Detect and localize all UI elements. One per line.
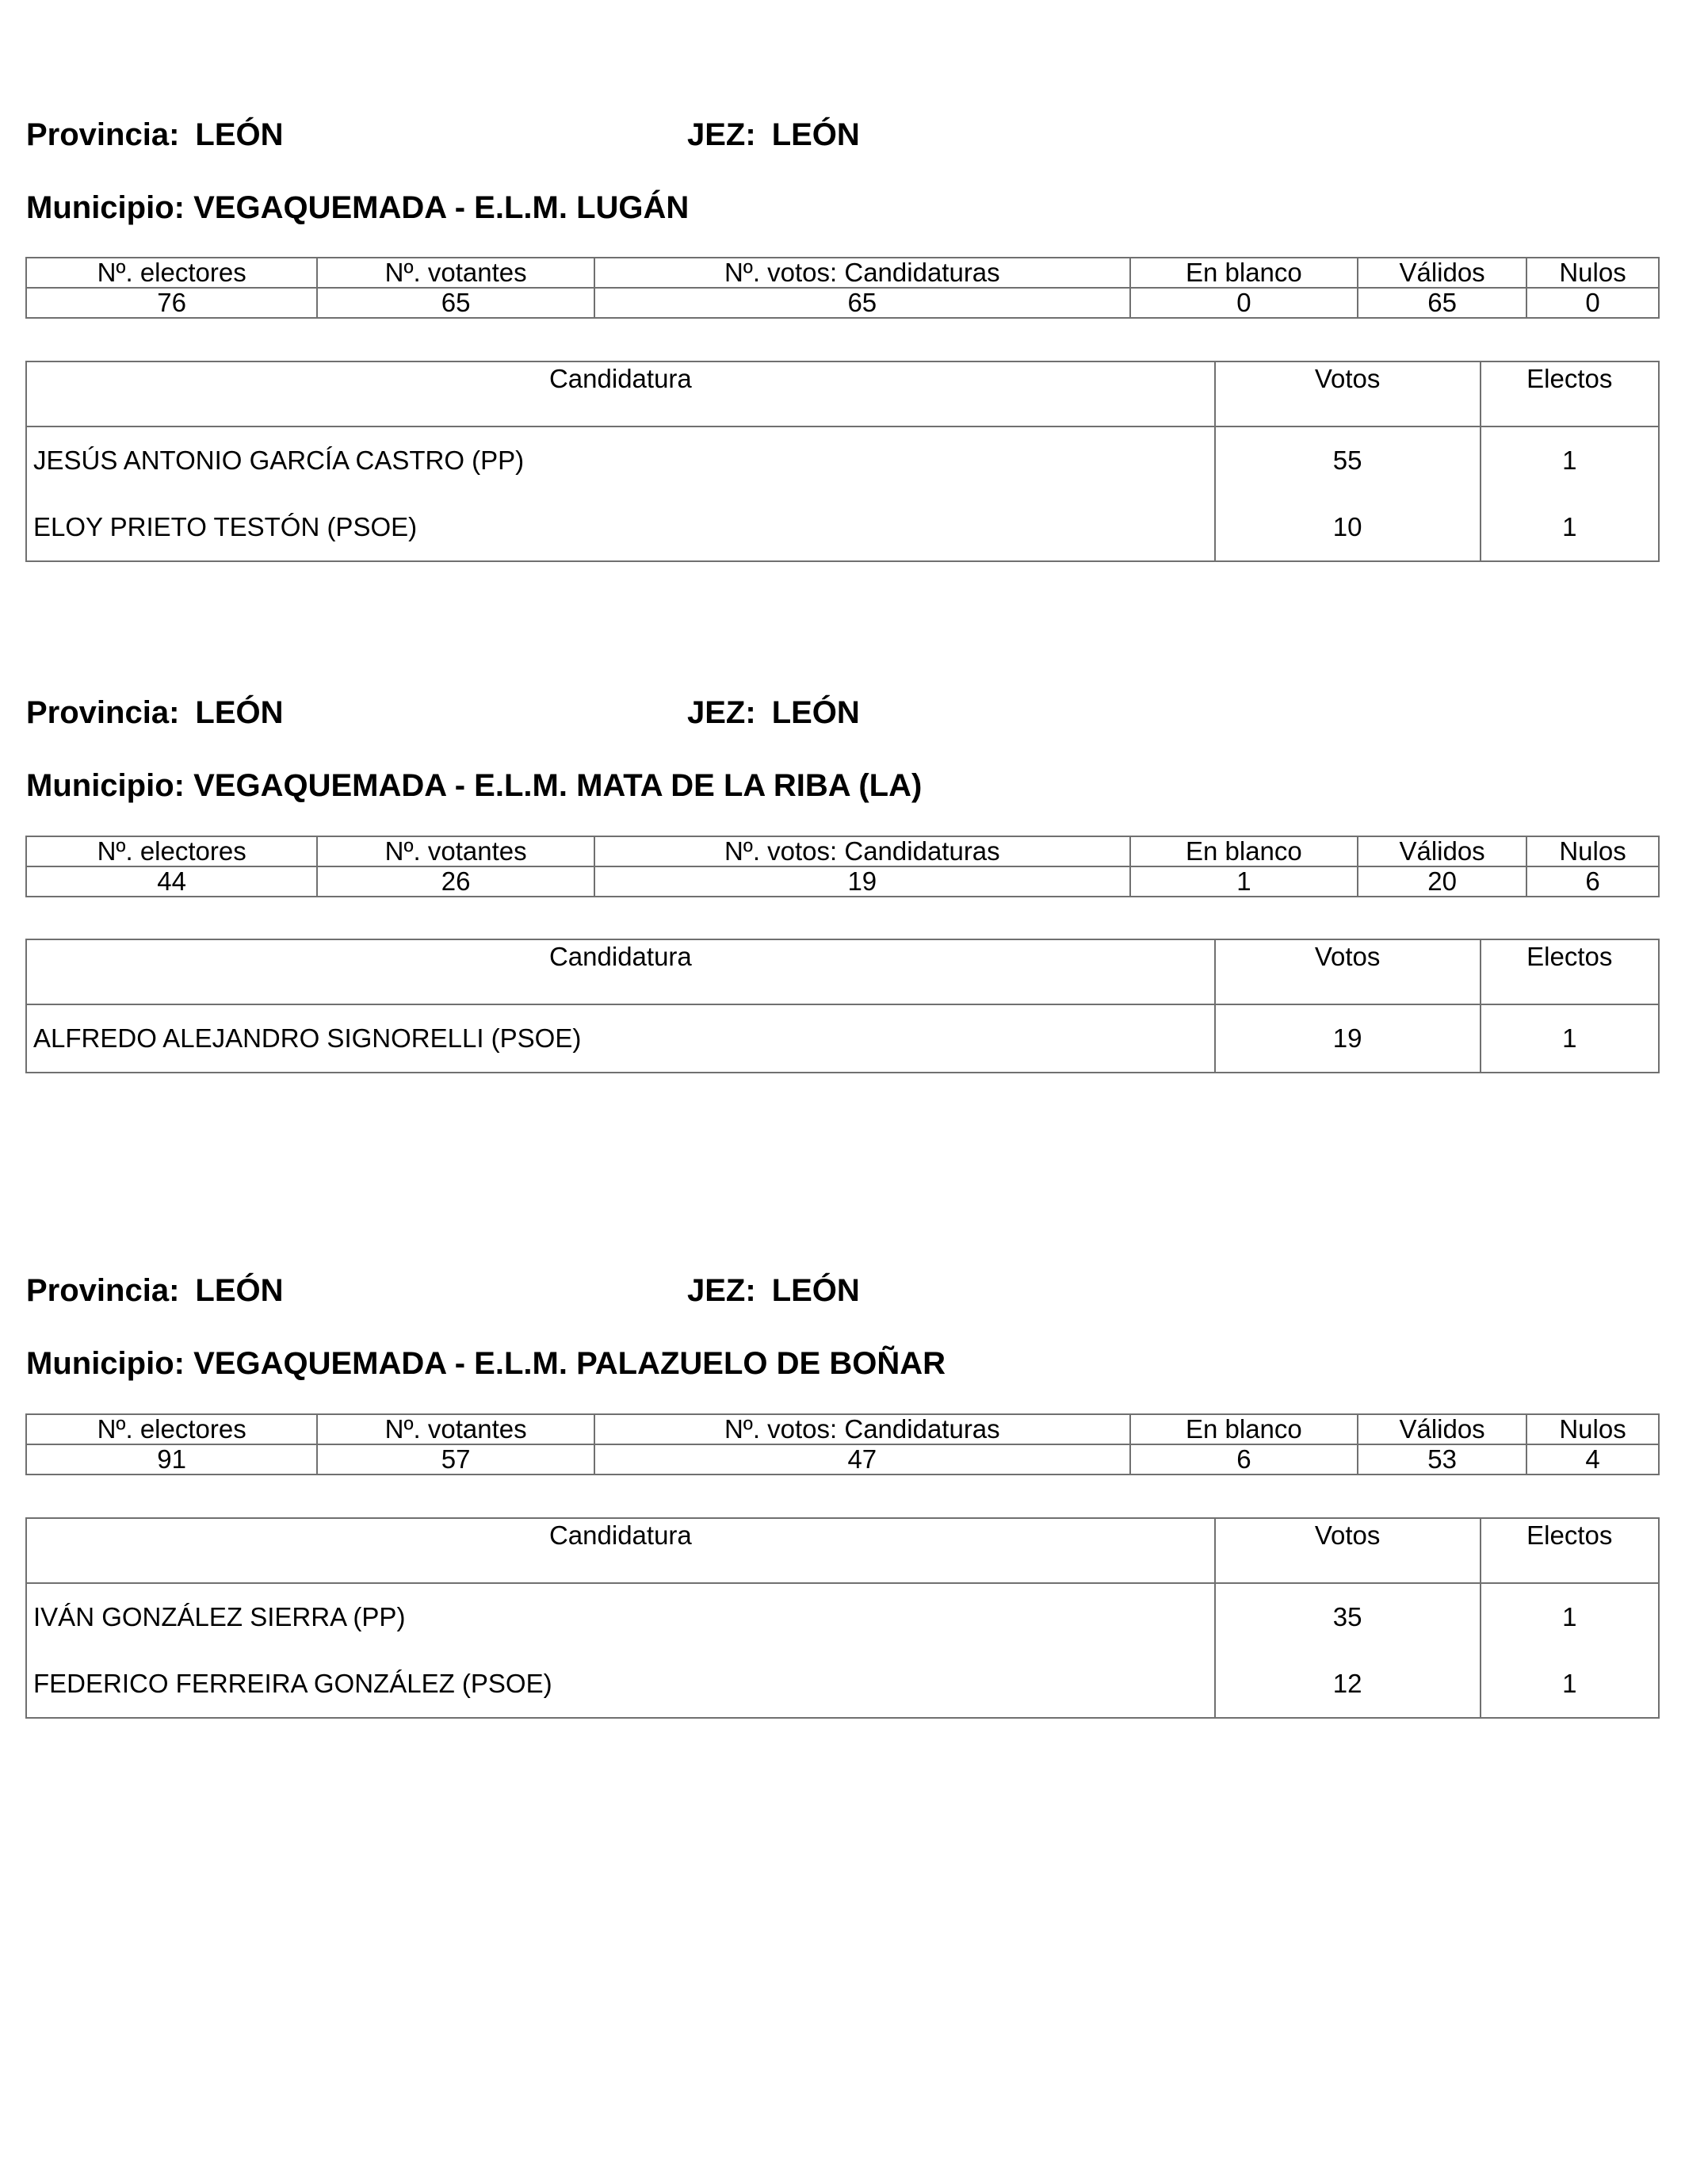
jez-value: LEÓN — [771, 117, 860, 152]
jez-line — [687, 1272, 860, 1310]
jez-value: LEÓN — [771, 1273, 860, 1308]
stats-validos: 53 — [1358, 1444, 1526, 1474]
jez-line — [687, 694, 860, 732]
provincia-line — [26, 694, 284, 732]
header-votos: Votos — [1215, 939, 1481, 1004]
stats-votos-candidaturas: 65 — [594, 288, 1130, 318]
stats-header-en-blanco: En blanco — [1130, 836, 1358, 866]
stats-header-votantes: Nº. votantes — [317, 258, 594, 288]
stats-header-nulos: Nulos — [1526, 836, 1659, 866]
stats-header-votos-candidaturas: Nº. votos: Candidaturas — [594, 258, 1130, 288]
stats-value-row — [26, 866, 1659, 897]
stats-header-row — [26, 1414, 1659, 1444]
candidate-name: JESÚS ANTONIO GARCÍA CASTRO (PP) — [26, 426, 1215, 494]
header-candidatura: Candidatura — [26, 1518, 1215, 1583]
municipio-line — [26, 767, 922, 805]
stats-nulos: 0 — [1526, 288, 1659, 318]
stats-header-nulos: Nulos — [1526, 258, 1659, 288]
stats-header-row — [26, 836, 1659, 866]
candidate-name: IVÁN GONZÁLEZ SIERRA (PP) — [26, 1583, 1215, 1650]
header-votos: Votos — [1215, 1518, 1481, 1583]
stats-header-row — [26, 258, 1659, 288]
provincia-label: Provincia: — [26, 695, 180, 730]
stats-validos: 20 — [1358, 866, 1526, 897]
candidates-table — [25, 361, 1660, 562]
stats-header-votantes: Nº. votantes — [317, 836, 594, 866]
candidate-votos: 12 — [1215, 1650, 1481, 1718]
jez-label: JEZ: — [687, 1273, 756, 1308]
stats-header-validos: Válidos — [1358, 836, 1526, 866]
stats-header-validos: Válidos — [1358, 258, 1526, 288]
stats-votantes: 57 — [317, 1444, 594, 1474]
stats-table — [25, 836, 1660, 897]
header-candidatura: Candidatura — [26, 361, 1215, 426]
provincia-value: LEÓN — [195, 1273, 284, 1308]
stats-electores: 76 — [26, 288, 317, 318]
provincia-line — [26, 1272, 284, 1310]
stats-en-blanco: 0 — [1130, 288, 1358, 318]
header-electos: Electos — [1481, 361, 1659, 426]
provincia-label: Provincia: — [26, 1273, 180, 1308]
stats-header-electores: Nº. electores — [26, 258, 317, 288]
header-electos: Electos — [1481, 1518, 1659, 1583]
stats-en-blanco: 6 — [1130, 1444, 1358, 1474]
stats-votantes: 26 — [317, 866, 594, 897]
stats-votos-candidaturas: 47 — [594, 1444, 1130, 1474]
stats-electores: 44 — [26, 866, 317, 897]
municipio-label: Municipio: — [26, 190, 185, 225]
stats-header-votantes: Nº. votantes — [317, 1414, 594, 1444]
jez-label: JEZ: — [687, 117, 756, 152]
candidates-header-row — [26, 361, 1659, 426]
provincia-line — [26, 116, 284, 154]
header-votos: Votos — [1215, 361, 1481, 426]
candidates-table — [25, 1517, 1660, 1719]
candidates-header-row — [26, 1518, 1659, 1583]
stats-header-electores: Nº. electores — [26, 836, 317, 866]
stats-table — [25, 257, 1660, 319]
stats-header-en-blanco: En blanco — [1130, 258, 1358, 288]
jez-line — [687, 116, 860, 154]
provincia-label: Provincia: — [26, 117, 180, 152]
stats-value-row — [26, 288, 1659, 318]
candidate-name: FEDERICO FERREIRA GONZÁLEZ (PSOE) — [26, 1650, 1215, 1718]
jez-label: JEZ: — [687, 695, 756, 730]
table-row — [26, 1004, 1659, 1073]
stats-table — [25, 1413, 1660, 1475]
candidates-header-row — [26, 939, 1659, 1004]
stats-header-validos: Válidos — [1358, 1414, 1526, 1444]
candidate-votos: 10 — [1215, 494, 1481, 561]
stats-header-electores: Nº. electores — [26, 1414, 317, 1444]
stats-votos-candidaturas: 19 — [594, 866, 1130, 897]
candidate-votos: 55 — [1215, 426, 1481, 494]
candidate-electos: 1 — [1481, 1583, 1659, 1650]
candidate-electos: 1 — [1481, 494, 1659, 561]
candidate-votos: 35 — [1215, 1583, 1481, 1650]
stats-validos: 65 — [1358, 288, 1526, 318]
table-row — [26, 1650, 1659, 1718]
table-row — [26, 1583, 1659, 1650]
jez-value: LEÓN — [771, 695, 860, 730]
candidate-electos: 1 — [1481, 1650, 1659, 1718]
stats-header-votos-candidaturas: Nº. votos: Candidaturas — [594, 836, 1130, 866]
candidates-table — [25, 939, 1660, 1073]
candidate-votos: 19 — [1215, 1004, 1481, 1073]
header-candidatura: Candidatura — [26, 939, 1215, 1004]
municipio-line — [26, 1344, 946, 1383]
candidate-name: ELOY PRIETO TESTÓN (PSOE) — [26, 494, 1215, 561]
stats-nulos: 4 — [1526, 1444, 1659, 1474]
municipio-label: Municipio: — [26, 768, 185, 803]
stats-header-en-blanco: En blanco — [1130, 1414, 1358, 1444]
provincia-value: LEÓN — [195, 117, 284, 152]
provincia-value: LEÓN — [195, 695, 284, 730]
municipio-value: VEGAQUEMADA - E.L.M. PALAZUELO DE BOÑAR — [193, 1346, 946, 1381]
stats-nulos: 6 — [1526, 866, 1659, 897]
candidate-electos: 1 — [1481, 1004, 1659, 1073]
stats-value-row — [26, 1444, 1659, 1474]
stats-electores: 91 — [26, 1444, 317, 1474]
table-row — [26, 494, 1659, 561]
candidate-name: ALFREDO ALEJANDRO SIGNORELLI (PSOE) — [26, 1004, 1215, 1073]
stats-header-nulos: Nulos — [1526, 1414, 1659, 1444]
stats-header-votos-candidaturas: Nº. votos: Candidaturas — [594, 1414, 1130, 1444]
municipio-line — [26, 189, 689, 227]
municipio-value: VEGAQUEMADA - E.L.M. LUGÁN — [193, 190, 690, 225]
candidate-electos: 1 — [1481, 426, 1659, 494]
table-row — [26, 426, 1659, 494]
municipio-label: Municipio: — [26, 1346, 185, 1381]
header-electos: Electos — [1481, 939, 1659, 1004]
stats-en-blanco: 1 — [1130, 866, 1358, 897]
municipio-value: VEGAQUEMADA - E.L.M. MATA DE LA RIBA (LA) — [193, 768, 923, 803]
stats-votantes: 65 — [317, 288, 594, 318]
